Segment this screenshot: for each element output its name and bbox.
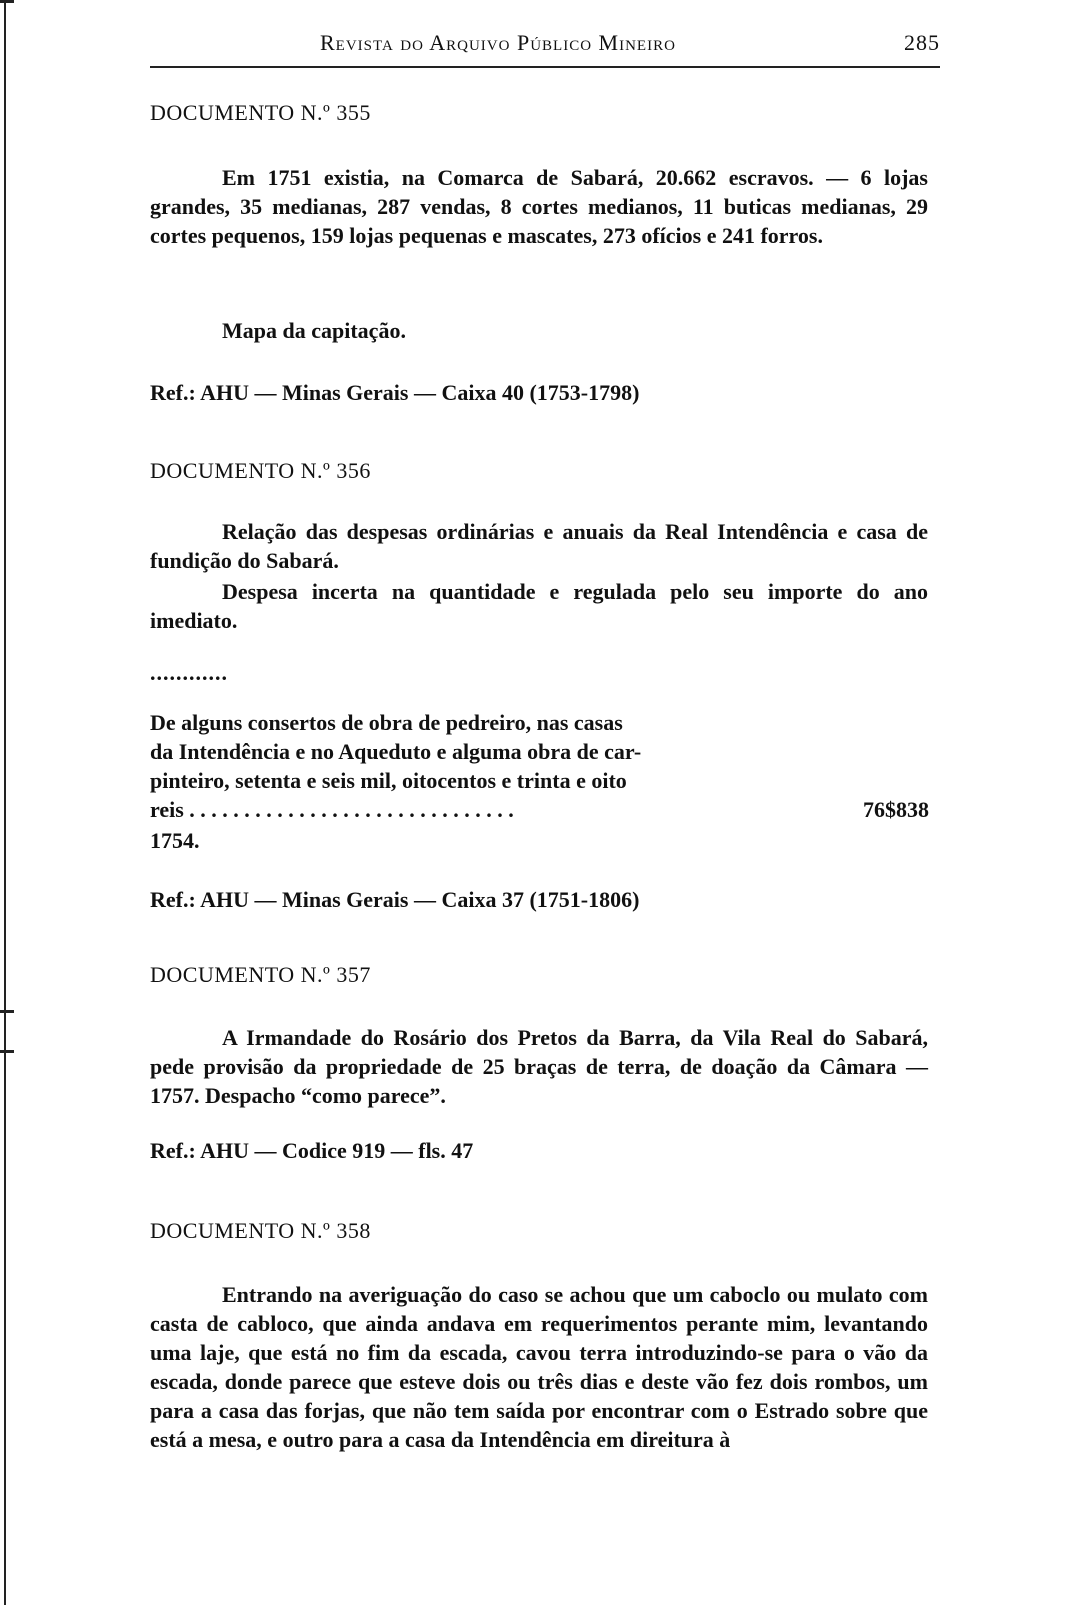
document-356-ellipsis: ............ xyxy=(150,660,228,685)
document-356-entry-line-3: pinteiro, setenta e seis mil, oitocentos e trinta e oito xyxy=(150,768,627,793)
document-356-body-2: Despesa incerta na quantidade e regulada pelo seu importe do ano imediato. xyxy=(150,579,928,633)
edge-mark xyxy=(0,0,14,3)
document-356-entry-line-1: De alguns consertos de obra de pedreiro, nas casas xyxy=(150,710,623,735)
binding-edge-line xyxy=(4,0,6,1605)
document-356-entry-line-4: reis . . . . . . . . . . . . . . . . . . . . . . . . . . . . . . xyxy=(150,797,514,822)
edge-mark xyxy=(0,1010,14,1013)
document-357-title: DOCUMENTO N.º 357 xyxy=(150,962,371,987)
document-358-title: DOCUMENTO N.º 358 xyxy=(150,1218,371,1243)
document-355-body: Em 1751 existia, na Comarca de Sabará, 20.662 escravos. — 6 lojas grandes, 35 medianas, 287 vendas, 8 cortes medianos, 11 buticas medianas, 29 cortes pequenos, 159 lojas pequenas e mascates, 273 ofícios e 241 forros. xyxy=(150,165,928,248)
header-rule xyxy=(150,66,940,68)
edge-mark xyxy=(0,1050,14,1053)
journal-title: Revista do Arquivo Público Mineiro xyxy=(320,30,676,55)
page-number: 285 xyxy=(904,30,940,55)
document-355-ref: Ref.: AHU — Minas Gerais — Caixa 40 (1753-1798) xyxy=(150,380,640,405)
document-357-body: A Irmandade do Rosário dos Pretos da Barra, da Vila Real do Sabará, pede provisão da propriedade de 25 braças de terra, de doação da Câmara — 1757. Despacho “como parece”. xyxy=(150,1025,928,1108)
document-356-title: DOCUMENTO N.º 356 xyxy=(150,458,371,483)
document-355-note: Mapa da capitação. xyxy=(222,318,406,343)
document-358-body: Entrando na averiguação do caso se achou que um caboclo ou mulato com casta de cabloco, que ainda andava em requerimentos perante mim, levantando uma laje, que está no fim da escada, cavou terra introduzindo-se para o vão da escada, donde parece que esteve dois ou três dias e deste vão fez dois rombos, um para a casa das forjas, que não tem saída por encontrar com o Estrado sobre que está a mesa, e outro para a casa da Intendência em direitura à xyxy=(150,1282,928,1452)
document-356-body-1: Relação das despesas ordinárias e anuais da Real Intendência e casa de fundição do Sabará. xyxy=(150,519,928,573)
document-355-title: DOCUMENTO N.º 355 xyxy=(150,100,371,125)
document-357-ref: Ref.: AHU — Codice 919 — fls. 47 xyxy=(150,1138,474,1163)
document-356-ref: Ref.: AHU — Minas Gerais — Caixa 37 (1751-1806) xyxy=(150,887,640,912)
document-356-year: 1754. xyxy=(150,828,200,853)
document-356-amount: 76$838 xyxy=(863,797,929,822)
running-header xyxy=(150,30,940,70)
document-356-entry-line-2: da Intendência e no Aqueduto e alguma obra de car- xyxy=(150,739,642,764)
